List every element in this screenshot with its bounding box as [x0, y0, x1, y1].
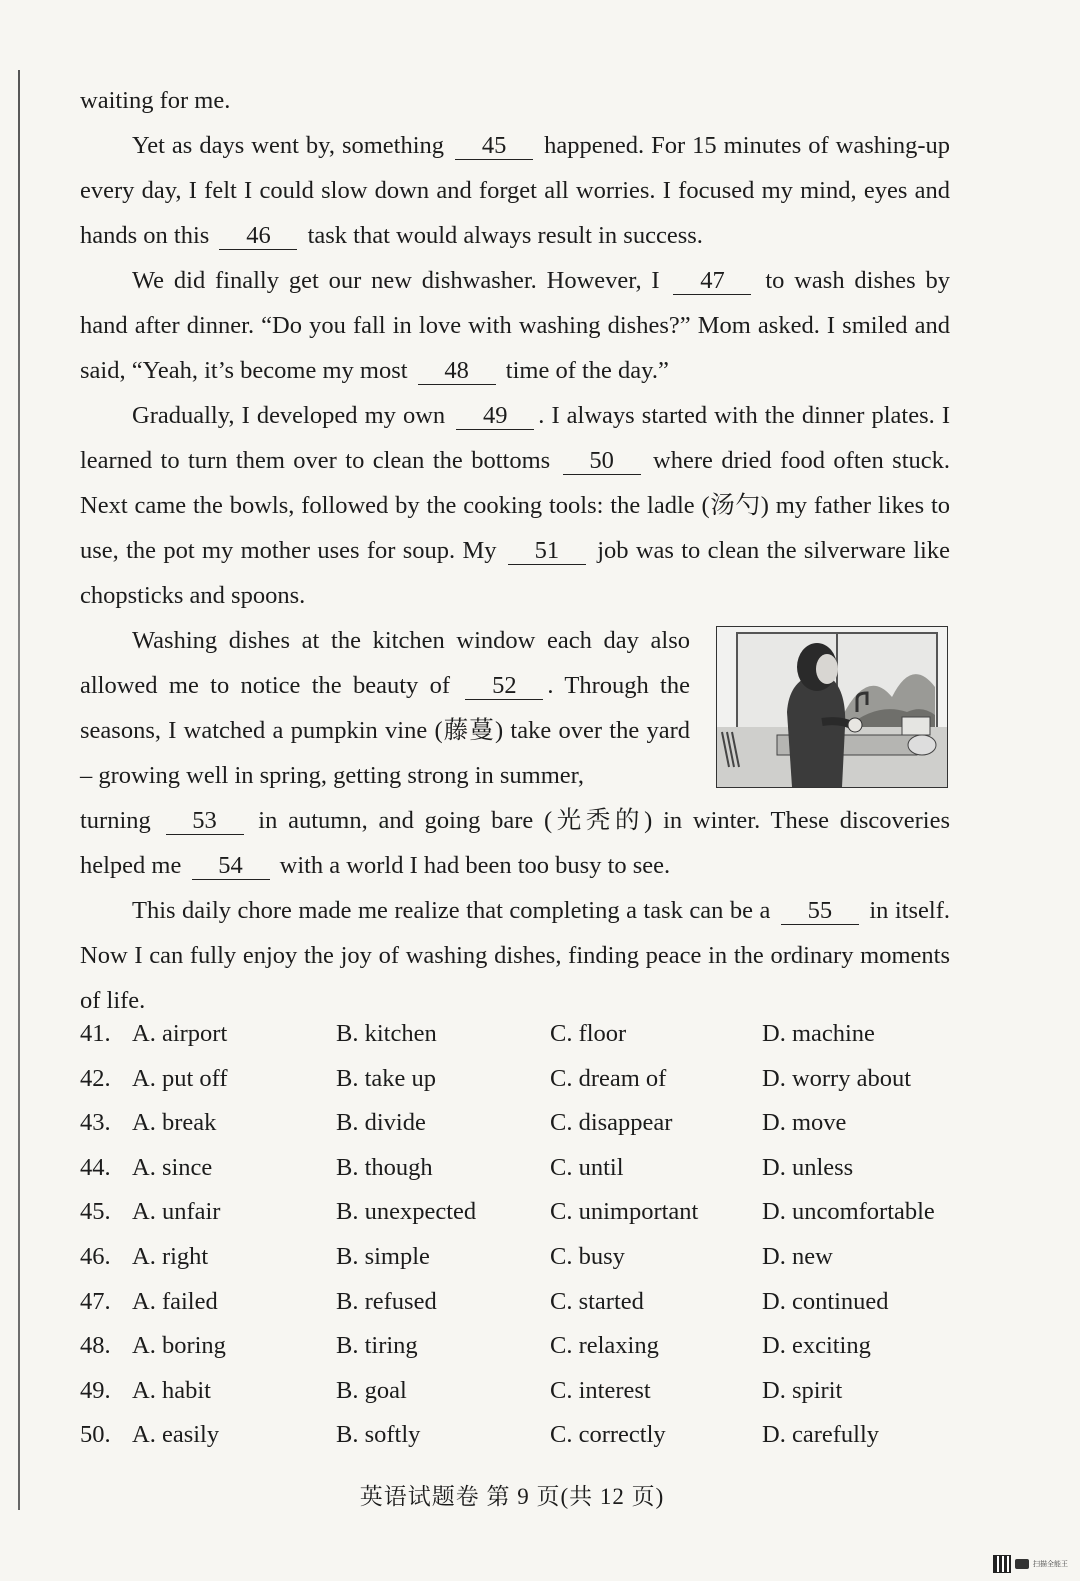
passage-line-0 — [80, 78, 950, 123]
option-c[interactable]: C. until — [550, 1153, 624, 1181]
option-d[interactable]: D. carefully — [762, 1421, 879, 1449]
scanner-watermark — [993, 1555, 1068, 1573]
passage-text: to wash dishes by hand after dinner. “Do you fall in love with washing dishes?” Mom asked. I smiled and said, “Yeah, it’s become my most — [80, 267, 951, 384]
option-a[interactable]: A. airport — [132, 1020, 228, 1047]
passage-text: task that would always result in success. — [307, 222, 703, 249]
option-row-43 — [80, 1105, 950, 1150]
blank-54[interactable]: 54 — [192, 853, 270, 880]
blank-53[interactable]: 53 — [166, 808, 244, 835]
option-c[interactable]: C. busy — [550, 1242, 625, 1270]
option-row-50 — [80, 1417, 950, 1462]
option-d[interactable]: D. worry about — [762, 1064, 912, 1092]
blank-51[interactable]: 51 — [508, 538, 586, 565]
option-c[interactable]: C. dream of — [550, 1064, 667, 1092]
option-c[interactable]: C. unimportant — [550, 1198, 699, 1226]
paragraph-4 — [80, 618, 690, 798]
option-b[interactable]: B. tiring — [336, 1332, 418, 1360]
passage-text: Yet as days went by, something — [132, 132, 445, 159]
blank-48[interactable]: 48 — [418, 358, 496, 385]
question-number: 42. — [80, 1064, 111, 1092]
option-b[interactable]: B. simple — [336, 1242, 430, 1270]
paragraph-2 — [80, 258, 950, 393]
option-c[interactable]: C. interest — [550, 1376, 651, 1404]
page-margin-line — [18, 70, 20, 1510]
blank-45[interactable]: 45 — [455, 133, 533, 160]
blank-50[interactable]: 50 — [563, 448, 641, 475]
question-number: 43. — [80, 1109, 111, 1137]
question-number: 46. — [80, 1242, 111, 1270]
question-number: 44. — [80, 1153, 111, 1181]
option-a[interactable]: A. break — [132, 1109, 217, 1137]
option-d[interactable]: D. move — [762, 1109, 847, 1137]
option-a[interactable]: A. since — [132, 1153, 213, 1181]
option-b[interactable]: B. though — [336, 1153, 433, 1181]
blank-52[interactable]: 52 — [465, 673, 543, 700]
passage-text: in autumn, and going bare (光秃的) in winter. These discoveries helped me — [80, 807, 951, 879]
option-d[interactable]: D. uncomfortable — [762, 1198, 935, 1226]
option-row-45 — [80, 1194, 950, 1239]
option-b[interactable]: B. kitchen — [336, 1020, 437, 1047]
passage-text: . Through the seasons, I watched a pumpkin vine (藤蔓) take over the yard – growing well in spring, getting strong in summer, — [80, 672, 690, 789]
option-c[interactable]: C. floor — [550, 1020, 627, 1047]
app-logo-icon — [1015, 1559, 1029, 1569]
option-c[interactable]: C. correctly — [550, 1421, 666, 1449]
option-a[interactable]: A. unfair — [132, 1198, 221, 1226]
passage — [80, 78, 950, 1023]
passage-text: where dried food often stuck. Next came the bowls, followed by the cooking tools: the ladle (汤勺) my father likes to use, the pot my mother uses for soup. My — [80, 447, 951, 564]
option-row-48 — [80, 1328, 950, 1373]
option-d[interactable]: D. machine — [762, 1020, 875, 1047]
page-footer: 英语试题卷 第 9 页(共 12 页) — [359, 1484, 665, 1509]
passage-text: with a world I had been too busy to see. — [279, 852, 671, 879]
passage-text: turning — [80, 807, 151, 834]
question-number: 45. — [80, 1198, 111, 1226]
passage-text: Washing dishes at the kitchen window each day also allowed me to notice the beauty of — [80, 627, 690, 699]
option-b[interactable]: B. refused — [336, 1287, 437, 1315]
paragraph-5 — [80, 888, 950, 1023]
passage-text: job was to clean the silverware like chopsticks and spoons. — [80, 537, 950, 609]
option-d[interactable]: D. exciting — [762, 1332, 871, 1360]
passage-text: . I always started with the dinner plates. I learned to turn them over to clean the bottoms — [80, 402, 950, 474]
paragraph-3 — [80, 393, 950, 618]
question-number: 48. — [80, 1332, 111, 1360]
passage-text: This daily chore made me realize that completing a task can be a — [132, 897, 771, 924]
option-d[interactable]: D. new — [762, 1242, 833, 1270]
option-c[interactable]: C. disappear — [550, 1109, 673, 1137]
passage-text: We did finally get our new dishwasher. However, I — [132, 267, 660, 294]
option-row-41 — [80, 1016, 950, 1061]
passage-text: time of the day.” — [505, 357, 669, 384]
option-row-49 — [80, 1373, 950, 1418]
option-b[interactable]: B. divide — [336, 1109, 426, 1137]
paragraph-4-block — [80, 618, 950, 798]
option-c[interactable]: C. started — [550, 1287, 644, 1315]
option-b[interactable]: B. take up — [336, 1064, 437, 1092]
question-number: 47. — [80, 1287, 111, 1315]
qr-code-icon — [993, 1555, 1011, 1573]
passage-text: Gradually, I developed my own — [132, 402, 446, 429]
illustration-svg — [717, 627, 947, 787]
paragraph-1 — [80, 123, 950, 258]
option-d[interactable]: D. spirit — [762, 1376, 843, 1404]
option-a[interactable]: A. failed — [132, 1287, 218, 1315]
option-a[interactable]: A. put off — [132, 1064, 228, 1092]
option-d[interactable]: D. continued — [762, 1287, 889, 1315]
blank-46[interactable]: 46 — [219, 223, 297, 250]
watermark-text: 扫描全能王 — [1033, 1560, 1068, 1568]
option-a[interactable]: A. boring — [132, 1332, 226, 1360]
option-row-47 — [80, 1284, 950, 1329]
passage-text: happened. For 15 minutes of washing-up every day, I felt I could slow down and forget all worries. I focused my mind, eyes and hands on this — [80, 132, 951, 249]
paragraph-4-cont — [80, 798, 950, 888]
option-b[interactable]: B. unexpected — [336, 1198, 477, 1226]
option-row-44 — [80, 1150, 950, 1195]
kitchen-window-illustration — [716, 626, 948, 788]
blank-49[interactable]: 49 — [456, 403, 534, 430]
option-c[interactable]: C. relaxing — [550, 1332, 659, 1360]
passage-text: in itself. Now I can fully enjoy the joy of washing dishes, finding peace in the ordinary moments of life. — [80, 897, 951, 1014]
option-a[interactable]: A. habit — [132, 1376, 211, 1404]
option-a[interactable]: A. easily — [132, 1421, 220, 1449]
option-b[interactable]: B. softly — [336, 1421, 421, 1449]
option-d[interactable]: D. unless — [762, 1153, 854, 1181]
option-a[interactable]: A. right — [132, 1242, 209, 1270]
passage-text: waiting for me. — [80, 87, 231, 114]
question-number: 49. — [80, 1376, 111, 1404]
answer-options — [80, 1016, 950, 1462]
question-number: 50. — [80, 1421, 111, 1449]
option-b[interactable]: B. goal — [336, 1376, 407, 1404]
blank-47[interactable]: 47 — [673, 268, 751, 295]
option-row-46 — [80, 1239, 950, 1284]
blank-55[interactable]: 55 — [781, 898, 859, 925]
question-number: 41. — [80, 1020, 111, 1047]
option-row-42 — [80, 1061, 950, 1106]
